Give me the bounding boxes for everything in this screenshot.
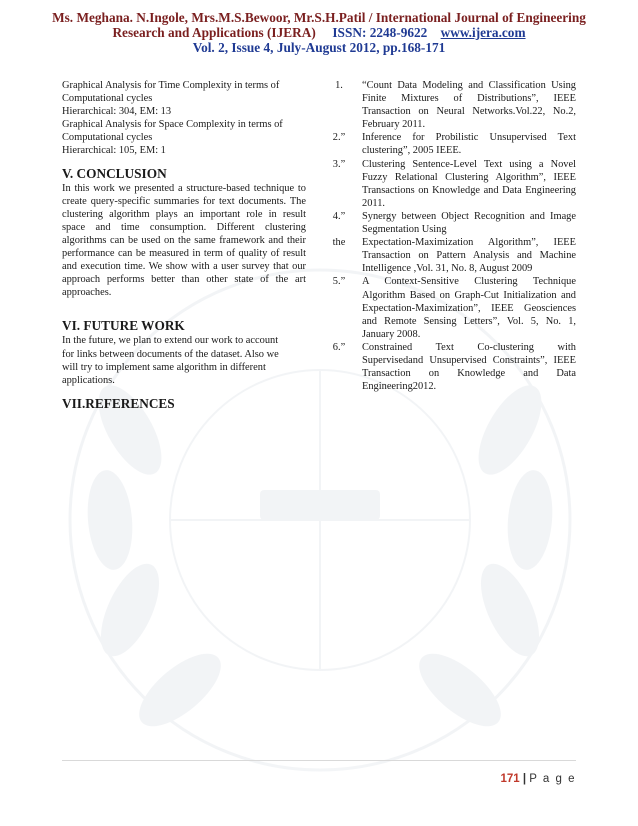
header-journal-name: Research and Applications (IJERA) xyxy=(112,25,316,40)
reference-item xyxy=(316,79,576,131)
left-column xyxy=(62,79,306,412)
reference-number: 3.” xyxy=(332,158,346,170)
page-number-separator: | xyxy=(522,773,527,785)
intro-line: Graphical Analysis for Time Complexity in terms of xyxy=(62,80,280,91)
reference-text: Constrained Text Co-clustering with Supervisedand Unsupervised Constraints”, IEEE Transaction on Knowledge and Data Engineering2012. xyxy=(362,341,576,393)
intro-line: Hierarchical: 105, EM: 1 xyxy=(62,145,166,157)
reference-number: 6.” xyxy=(332,341,346,353)
future-work-line: will try to implement same algorithm in different xyxy=(62,361,266,373)
reference-number: 1. xyxy=(335,80,343,91)
reference-number: the xyxy=(332,237,346,249)
header-issn: ISSN: 2248-9622 xyxy=(332,25,428,40)
future-work-line: for links between documents of the dataset. Also we xyxy=(62,348,279,360)
page-label: P a g e xyxy=(529,773,576,785)
reference-number: 2.” xyxy=(332,132,346,144)
reference-number: 4.” xyxy=(332,210,346,222)
reference-item xyxy=(316,210,576,236)
reference-number: 5.” xyxy=(332,276,346,288)
header-authors-line: Ms. Meghana. N.Ingole, Mrs.M.S.Bewoor, Mr.S.H.Patil / International Journal of Engineering xyxy=(52,10,586,25)
reference-text: “Count Data Modeling and Classification Using Finite Mixtures of Distributions”, IEEE Transaction on Neural Networks.Vol.22, No.2, February 2011. xyxy=(362,80,576,131)
header-journal-line xyxy=(0,25,638,40)
reference-item xyxy=(316,236,576,275)
intro-line: Computational cycles xyxy=(62,93,153,105)
reference-text: Inference for Probilistic Unsupervised Text clustering”, 2005 IEEE. xyxy=(362,132,576,157)
header-volume-line: Vol. 2, Issue 4, July-August 2012, pp.168-171 xyxy=(192,40,446,55)
references-list xyxy=(316,79,576,393)
header-website-link[interactable]: www.ijera.com xyxy=(440,25,526,40)
reference-item xyxy=(316,275,576,340)
running-header xyxy=(0,10,638,55)
footer-divider xyxy=(62,760,576,761)
conclusion-heading: V. CONCLUSION xyxy=(62,165,167,181)
intro-line: Graphical Analysis for Space Complexity in terms of xyxy=(62,119,283,131)
reference-text: Clustering Sentence-Level Text using a Novel Fuzzy Relational Clustering Algorithm”, IEEE Transactions on Knowledge and Data Engineering 2011. xyxy=(362,158,576,209)
future-work-heading: VI. FUTURE WORK xyxy=(62,318,185,334)
future-work-line: In the future, we plan to extend our work to account xyxy=(62,335,279,347)
reference-item xyxy=(316,158,576,210)
future-work-line: applications. xyxy=(62,374,115,386)
conclusion-paragraph: In this work we presented a structure-based technique to create query-specific summaries for text documents. The clustering algorithm plays an important role in result space and time consumption. Different clustering algorithms can be used on the same framework and their performance can be measured in term of quality of result and execution time. We show with a user survey that our approach performs better than other state of the art approaches. xyxy=(62,182,306,299)
page-number xyxy=(500,773,576,785)
references-heading: VII.REFERENCES xyxy=(62,395,175,411)
reference-item xyxy=(316,131,576,157)
intro-line: Computational cycles xyxy=(62,132,153,144)
reference-item xyxy=(316,341,576,393)
page-number-value: 171 xyxy=(500,773,520,785)
reference-text: Synergy between Object Recognition and Image Segmentation Using xyxy=(362,210,576,236)
reference-text: Expectation-Maximization Algorithm”, IEEE Transaction on Pattern Analysis and Machine Intelligence ,Vol. 31, No. 8, August 2009 xyxy=(362,237,576,275)
reference-text: A Context-Sensitive Clustering Technique Algorithm Based on Graph-Cut Initialization and Expectation-Maximization”, IEEE Geosciences and Remote Sensing Letters”, Vol. 5, No. 1, January 2008. xyxy=(362,276,576,340)
intro-line: Hierarchical: 304, EM: 13 xyxy=(62,106,172,118)
